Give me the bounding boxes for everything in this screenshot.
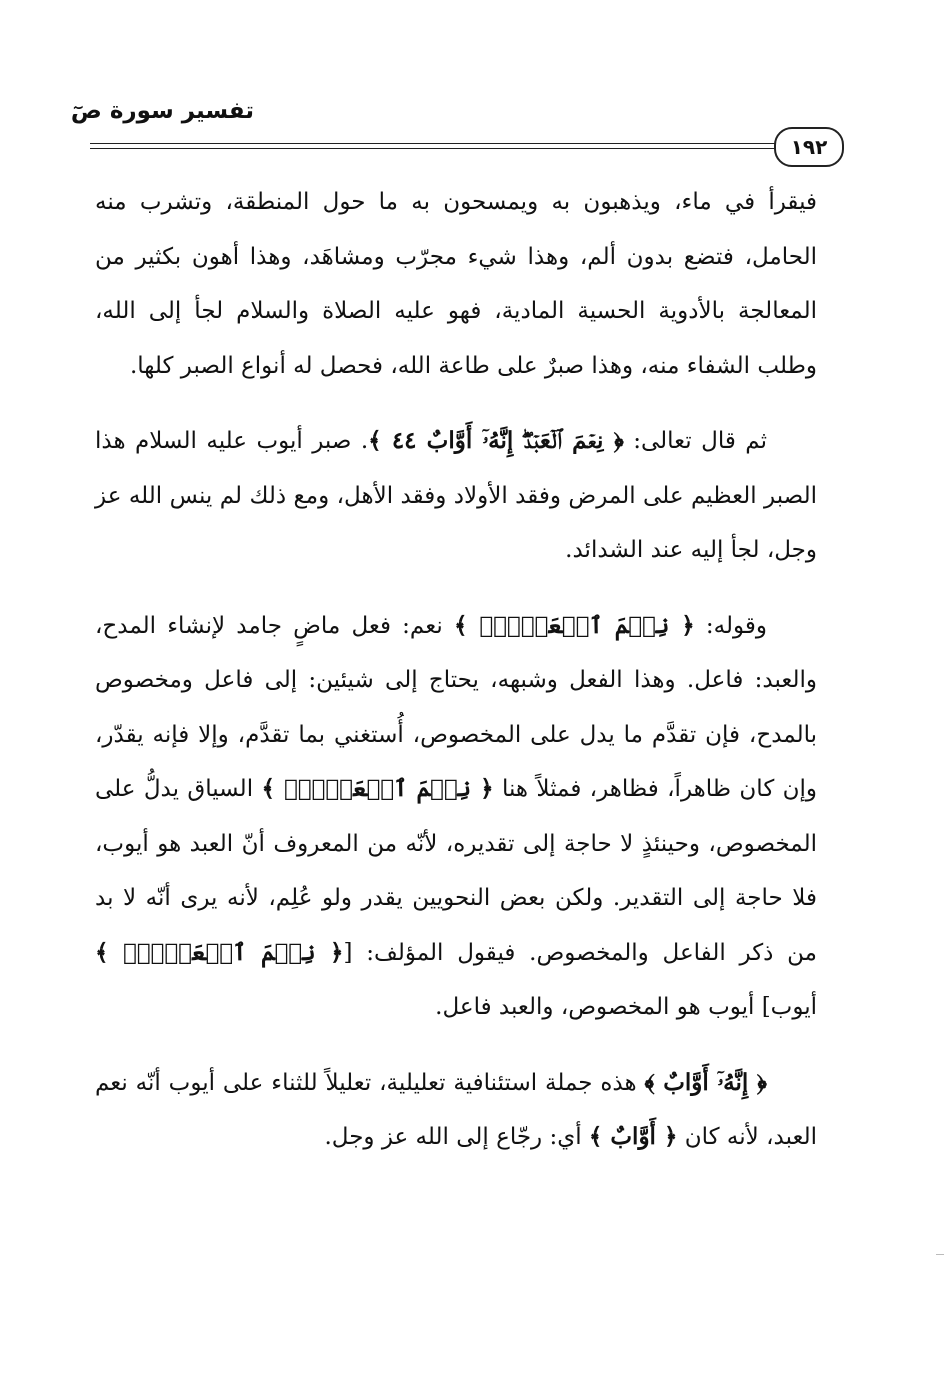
paragraph-4-body-1: هذه جملة استئنافية تعليلية، تعليلاً للثناء على أيوب أنّه نعم العبد، لأنه كان bbox=[95, 1069, 817, 1150]
header-rule-bottom bbox=[90, 148, 790, 149]
quran-verse-44: ﴿ نِعۡمَ ٱلۡعَبۡدُۖ إِنَّهُۥٓ أَوَّابٌ ٤٤ ﴾ bbox=[368, 427, 624, 454]
paragraph-3-intro: وقوله: bbox=[694, 612, 767, 639]
paragraph-3 bbox=[95, 599, 817, 1035]
paragraph-1-text: فيقرأ في ماء، ويذهبون به ويمسحون به ما حول المنطقة، وتشرب منه الحامل، فتضع بدون ألم، وهذا شيء مجرّب ومشاهَد، وهذا أهون بكثير من المعالجة بالأدوية الحسية المادية، فهو عليه الصلاة والسلام لجأ إلى الله، وطلب الشفاء منه، وهذا صبرٌ على طاعة الله، فحصل له أنواع الصبر كلها. bbox=[95, 189, 817, 379]
scan-edge-mark bbox=[936, 1254, 944, 1255]
paragraph-3-body-3: أيوب] أيوب هو المخصوص، والعبد فاعل. bbox=[435, 994, 817, 1020]
quran-quote-nima-al-abd-3: ﴿ نِعۡمَ ٱلۡعَبۡدُۖ ﴾ bbox=[95, 938, 344, 966]
header-rule-top bbox=[90, 143, 790, 144]
paragraph-2-intro: ثم قال تعالى: bbox=[623, 428, 767, 454]
paragraph-3-body-2: السياق يدلُّ على المخصوص، وحينئذٍ لا حاجة إلى تقديره، لأنّه من المعروف أنّ العبد هو أيوب، فلا حاجة إلى التقدير. ولكن بعض النحويين يقدر ولو عُلِم، لأنه يرى أنّه لا بد من ذكر الفاعل والمخصوص. فيقول المؤلف: [ bbox=[95, 776, 817, 966]
paragraph-3-body-1: نعم: فعل ماضٍ جامد لإنشاء المدح، والعبد: فاعل. وهذا الفعل وشبهه، يحتاج إلى شيئين: إلى فاعل ومخصوص بالمدح، فإن تقدَّم ما يدل على المخصوص، أُستغني بما تقدَّم، وإلا فإنه يقدّر، وإن كان ظاهراً، فظاهر، فمثلاً هنا bbox=[95, 612, 817, 802]
quran-quote-innahu-awwab: ﴿ إِنَّهُۥٓ أَوَّابٌ ﴾ bbox=[644, 1068, 767, 1096]
running-header-title: تفسير سورة صٓ bbox=[70, 98, 254, 124]
page-body bbox=[95, 175, 817, 1186]
page-number-badge: ١٩٢ bbox=[774, 127, 844, 167]
quran-quote-nima-al-abd-2: ﴿ نِعۡمَ ٱلۡعَبۡدُۖ ﴾ bbox=[261, 775, 494, 802]
paragraph-2-body: . صبر أيوب عليه السلام هذا الصبر العظيم على المرض وفقد الأولاد وفقد الأهل، ومع ذلك لم ينس الله عز وجل، لجأ إليه عند الشدائد. bbox=[95, 428, 817, 563]
quran-quote-awwab: ﴿ أَوَّابٌ ﴾ bbox=[588, 1123, 678, 1150]
paragraph-1 bbox=[95, 175, 817, 393]
paragraph-4 bbox=[95, 1056, 817, 1165]
paragraph-2 bbox=[95, 414, 817, 578]
quran-quote-nima-al-abd: ﴿ نِعۡمَ ٱلۡعَبۡدُۖ ﴾ bbox=[453, 611, 695, 639]
paragraph-4-body-2: أي: رجّاع إلى الله عز وجل. bbox=[324, 1124, 589, 1150]
